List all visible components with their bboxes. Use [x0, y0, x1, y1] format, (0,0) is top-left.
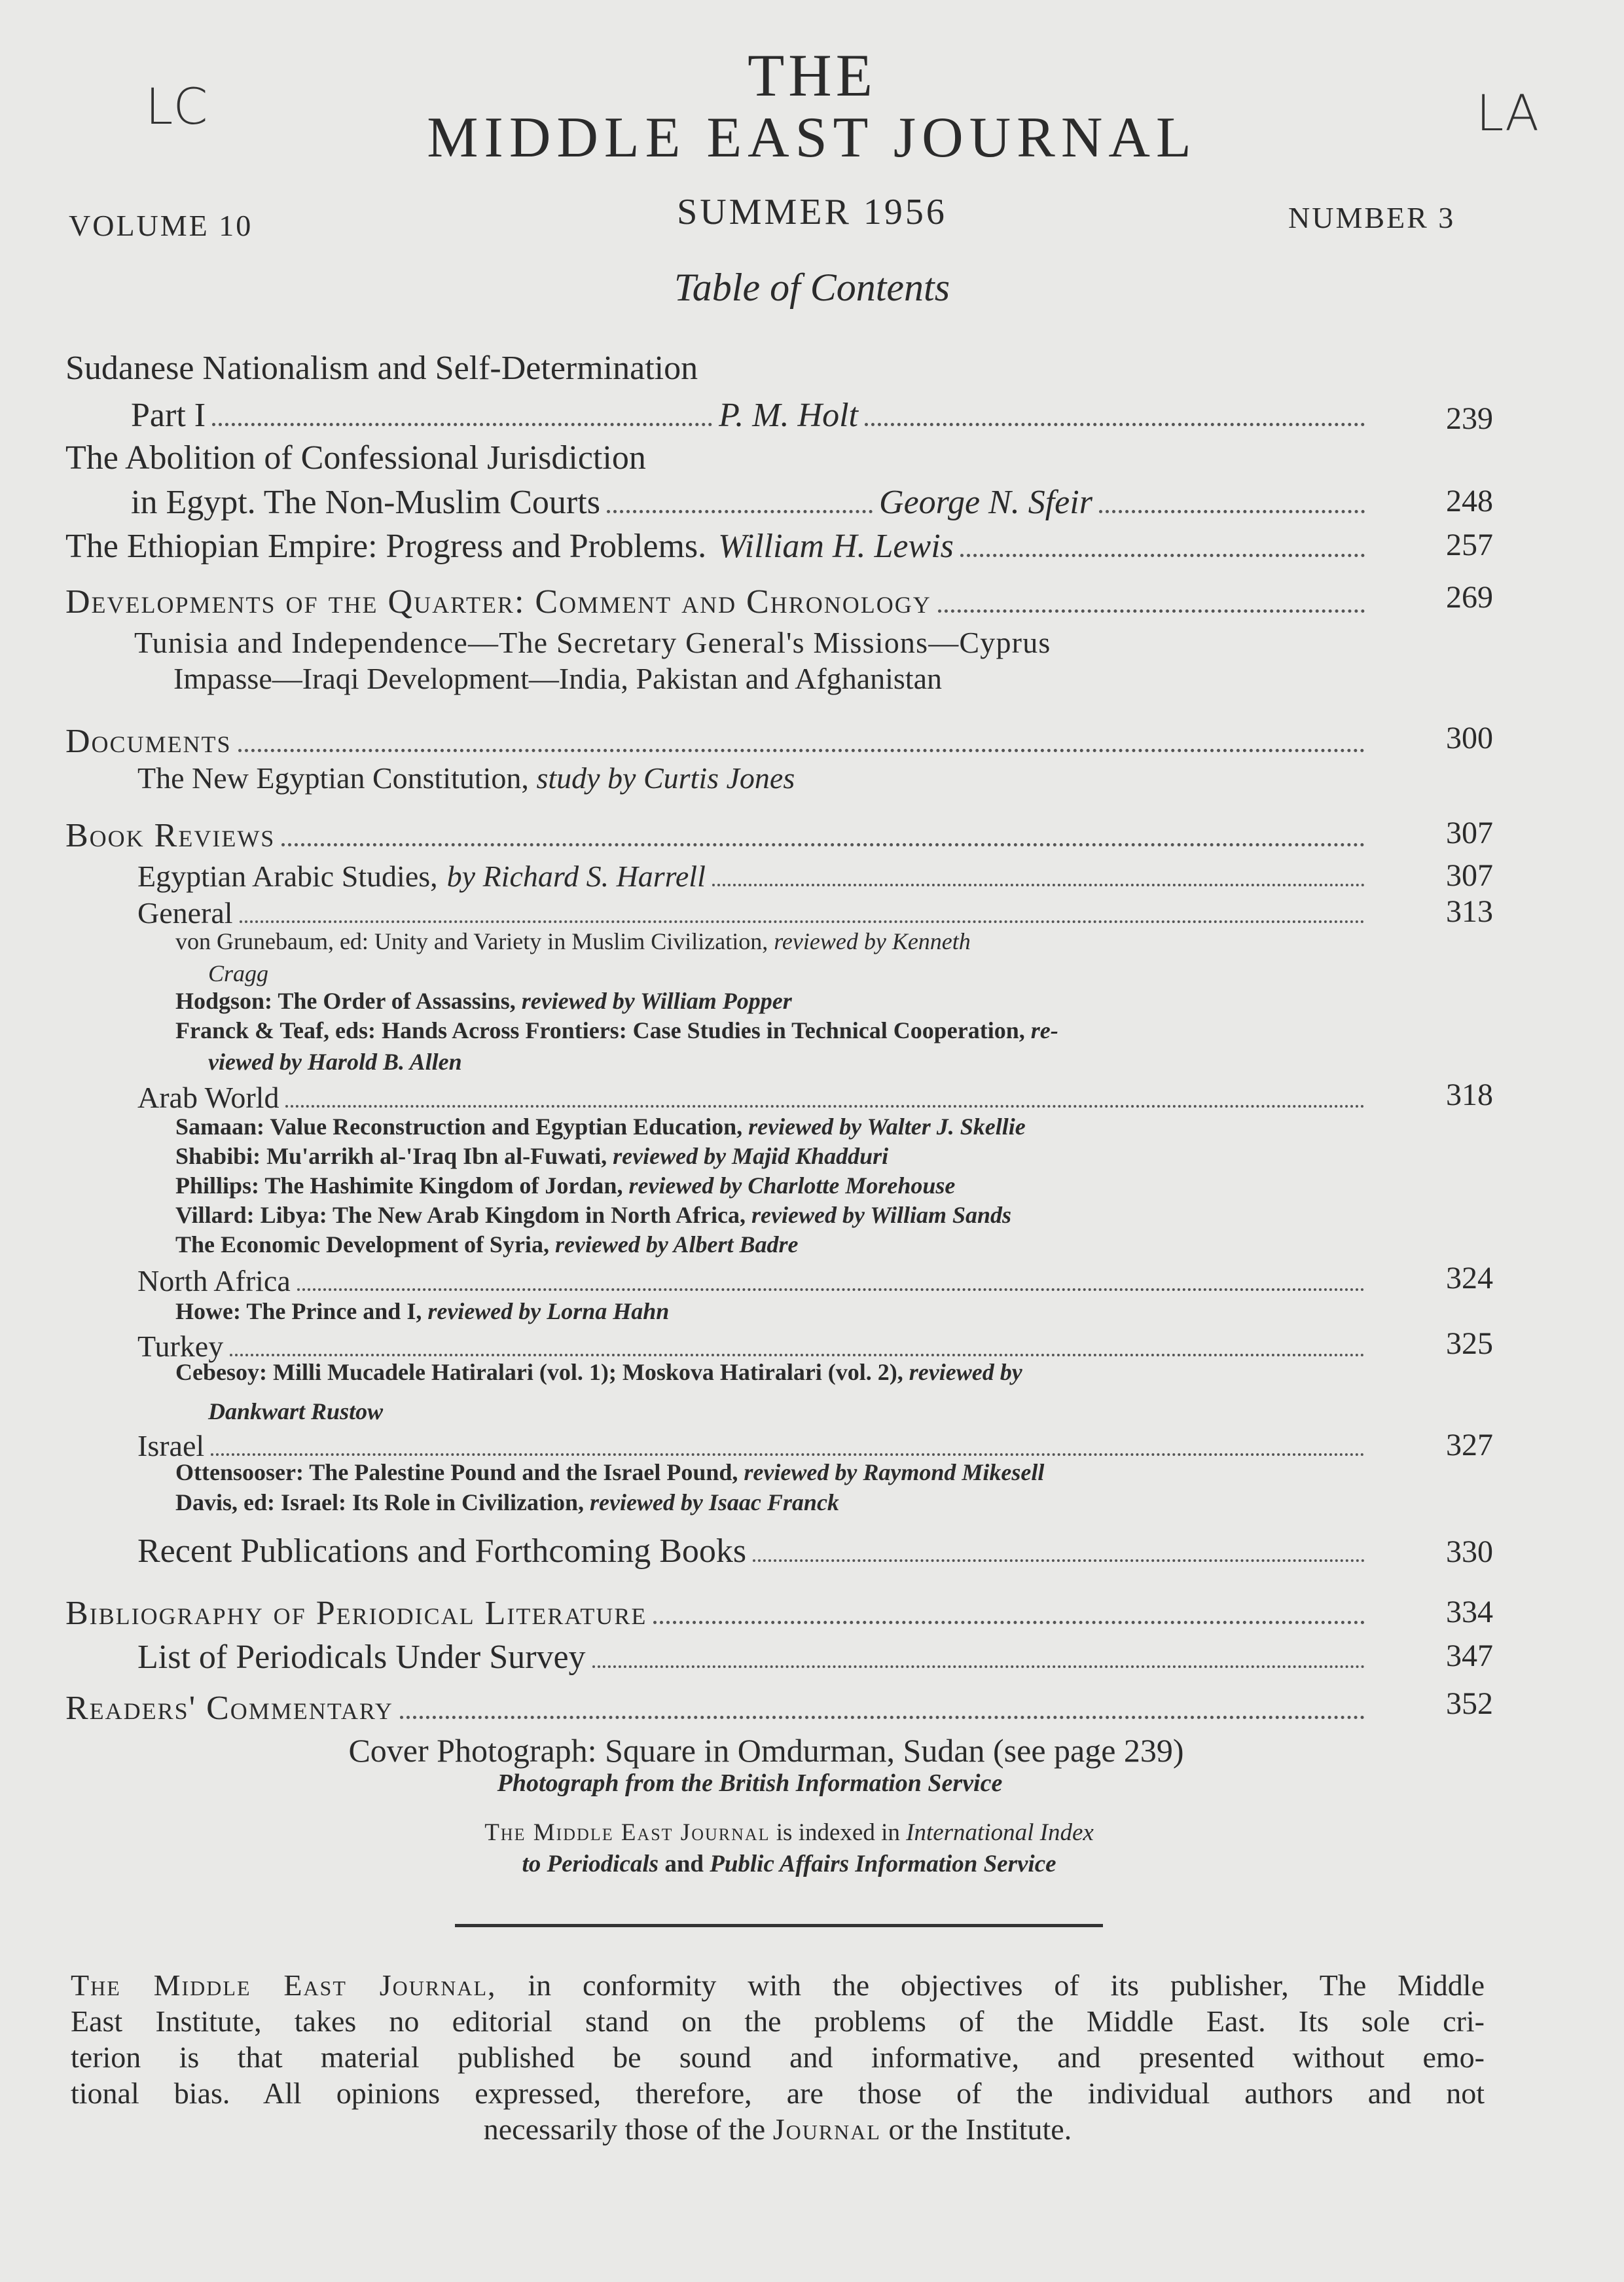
general-review-3-cont: viewed by Harold B. Allen: [208, 1049, 462, 1075]
handwritten-mark-left: LC: [145, 77, 208, 136]
feature-review-entry: [137, 859, 1371, 894]
arab-world-review-1-reviewer: reviewed by Walter J. Skellie: [748, 1114, 1026, 1140]
contents-heading: Table of Contents: [674, 266, 950, 309]
documents-entry: [65, 722, 1371, 761]
arab-world-review-2-reviewer: reviewed by Majid Khadduri: [613, 1143, 889, 1169]
cover-photo-credit: Photograph from the British Information Service: [497, 1769, 1003, 1797]
dot-leader: [865, 423, 1365, 426]
masthead-the: THE: [748, 42, 876, 109]
turkey-review-1-reviewer: reviewed by: [909, 1359, 1022, 1385]
feature-review-title: Egyptian Arabic Studies,: [137, 860, 438, 893]
israel-review-1: [175, 1458, 1044, 1486]
book-reviews-heading: Book Reviews: [65, 817, 276, 854]
turkey-review-1-cont: Dankwart Rustow: [208, 1398, 384, 1424]
bibliography-page: 334: [1446, 1595, 1493, 1629]
dot-leader: [212, 423, 712, 426]
turkey-page: 325: [1446, 1326, 1493, 1361]
dot-leader: [592, 1665, 1365, 1668]
bibliography-entry: [65, 1594, 1371, 1633]
dot-leader: [653, 1621, 1365, 1624]
volume-label: VOLUME 10: [69, 209, 253, 242]
developments-topics-1: Tunisia and Independence—The Secretary General's Missions—Cyprus: [134, 626, 1051, 659]
north-africa-page: 324: [1446, 1261, 1493, 1295]
dot-leader: [1099, 510, 1365, 513]
article-1-author: P. M. Holt: [719, 397, 858, 434]
dot-leader: [400, 1716, 1365, 1719]
index-note-line-2: [0, 1850, 1601, 1878]
article-3-entry: [65, 527, 1371, 566]
general-label: General: [137, 896, 233, 930]
general-review-2-book: Hodgson: The Order of Assassins,: [175, 988, 516, 1014]
policy-line-1: [71, 1967, 1485, 2003]
arab-world-review-2-book: Shabibi: Mu'arrikh al-'Iraq Ibn al-Fuwati,: [175, 1143, 607, 1169]
article-1-page: 239: [1446, 401, 1493, 436]
arab-world-review-5: [175, 1231, 799, 1258]
dot-leader: [712, 884, 1365, 886]
recent-publications-page: 330: [1446, 1534, 1493, 1569]
general-review-3-reviewer: re-: [1030, 1017, 1058, 1043]
index-note-journal: The Middle East Journal: [484, 1819, 770, 1846]
commentary-page: 352: [1446, 1686, 1493, 1721]
documents-heading: Documents: [65, 723, 232, 760]
israel-review-1-book: Ottensooser: The Palestine Pound and the Israel Pound,: [175, 1459, 738, 1485]
general-review-3: [175, 1017, 1058, 1044]
general-review-1-reviewer: reviewed by Kenneth: [774, 928, 971, 954]
number-label: NUMBER 3: [1288, 201, 1456, 234]
issue-label: SUMMER 1956: [677, 192, 947, 232]
israel-review-2-reviewer: reviewed by Isaac Franck: [589, 1489, 839, 1515]
documents-item-credit: study by Curtis Jones: [536, 761, 795, 795]
index-note-line-1: [0, 1819, 1601, 1847]
general-review-1: [175, 928, 971, 955]
turkey-review-1: [175, 1358, 1022, 1386]
article-2-title: The Abolition of Confessional Jurisdiction: [65, 439, 646, 477]
general-review-2: [175, 987, 792, 1015]
arab-world-review-3: [175, 1172, 955, 1199]
book-reviews-entry: [65, 816, 1371, 855]
dot-leader: [753, 1559, 1365, 1562]
developments-heading: Developments of the Quarter: Comment and Chronology: [65, 583, 931, 621]
journal-title: MIDDLE EAST JOURNAL: [427, 106, 1197, 170]
north-africa-review-1-reviewer: reviewed by Lorna Hahn: [427, 1298, 670, 1324]
index-note-index-1: International Index: [906, 1819, 1094, 1846]
dot-leader: [211, 1453, 1365, 1456]
index-note-index-3: Public Affairs Information Service: [710, 1851, 1056, 1877]
general-page: 313: [1446, 894, 1493, 929]
periodicals-list-entry: [137, 1638, 1371, 1676]
arab-world-page: 318: [1446, 1078, 1493, 1112]
commentary-heading: Readers' Commentary: [65, 1690, 393, 1727]
article-3-page: 257: [1446, 528, 1493, 562]
feature-review-page: 307: [1446, 858, 1493, 893]
dot-leader: [240, 920, 1365, 923]
arab-world-review-4: [175, 1201, 1011, 1229]
article-3-author: William H. Lewis: [718, 528, 954, 565]
documents-item: [137, 761, 795, 795]
arab-world-review-4-reviewer: reviewed by William Sands: [751, 1202, 1012, 1228]
documents-item-title: The New Egyptian Constitution,: [137, 761, 529, 795]
dot-leader: [607, 510, 873, 513]
index-note-text-2: and: [664, 1851, 704, 1877]
article-3-title: The Ethiopian Empire: Progress and Problems.: [65, 528, 707, 565]
turkey-label: Turkey: [137, 1330, 224, 1363]
arab-world-label: Arab World: [137, 1081, 280, 1114]
israel-label: Israel: [137, 1429, 205, 1462]
arab-world-review-1: [175, 1113, 1026, 1140]
article-2-page: 248: [1446, 484, 1493, 518]
arab-world-review-2: [175, 1142, 888, 1170]
commentary-entry: [65, 1689, 1371, 1728]
arab-world-review-5-book: The Economic Development of Syria,: [175, 1231, 549, 1258]
policy-line-4: tional bias. All opinions expressed, therefore, are those of the individual authors and not: [71, 2076, 1485, 2110]
arab-world-entry: [137, 1080, 1371, 1115]
dot-leader: [960, 554, 1365, 557]
north-africa-review-1-book: Howe: The Prince and I,: [175, 1298, 422, 1324]
documents-page: 300: [1446, 721, 1493, 755]
arab-world-review-3-book: Phillips: The Hashimite Kingdom of Jordan,: [175, 1172, 623, 1199]
arab-world-review-1-book: Samaan: Value Reconstruction and Egyptian Education,: [175, 1114, 743, 1140]
general-review-3-book: Franck & Teaf, eds: Hands Across Frontiers: Case Studies in Technical Cooperation,: [175, 1017, 1025, 1043]
general-review-1-cont: Cragg: [208, 960, 269, 987]
policy-journal-short: Journal: [772, 2112, 881, 2146]
north-africa-review-1: [175, 1297, 669, 1325]
dot-leader: [238, 749, 1365, 752]
index-note-index-2: to Periodicals: [522, 1851, 659, 1877]
policy-line-5: [71, 2111, 1485, 2147]
policy-journal-name: The Middle East Journal,: [71, 1968, 497, 2002]
article-2-subtitle: in Egypt. The Non-Muslim Courts: [131, 484, 600, 521]
recent-publications-entry: [137, 1532, 1371, 1570]
policy-text-1: in conformity with the objectives of its publisher, The Middle: [528, 1968, 1485, 2002]
editorial-policy: [71, 1967, 1485, 2147]
arab-world-review-5-reviewer: reviewed by Albert Badre: [554, 1231, 799, 1258]
article-2-entry: [131, 483, 1371, 522]
general-entry: [137, 896, 1371, 930]
developments-topics-2: Impasse—Iraqi Development—India, Pakistan and Afghanistan: [173, 662, 942, 695]
dot-leader: [230, 1354, 1365, 1356]
dot-leader: [938, 609, 1365, 613]
north-africa-entry: [137, 1263, 1371, 1298]
cover-photo-caption: Cover Photograph: Square in Omdurman, Sudan (see page 239): [348, 1732, 1184, 1769]
policy-line-3: terion is that material published be sound and informative, and presented without emo-: [71, 2040, 1485, 2074]
developments-entry: [65, 583, 1371, 621]
policy-text-5a: necessarily those of the: [483, 2112, 766, 2146]
arab-world-review-4-book: Villard: Libya: The New Arab Kingdom in North Africa,: [175, 1202, 746, 1228]
handwritten-mark-right: LA: [1476, 84, 1540, 142]
periodicals-list-page: 347: [1446, 1639, 1493, 1673]
israel-review-2-book: Davis, ed: Israel: Its Role in Civilization,: [175, 1489, 584, 1515]
recent-publications-label: Recent Publications and Forthcoming Books: [137, 1532, 747, 1570]
dot-leader: [281, 843, 1365, 846]
article-1-entry: [131, 396, 1371, 435]
israel-review-1-reviewer: reviewed by Raymond Mikesell: [744, 1459, 1045, 1485]
general-review-2-reviewer: reviewed by William Popper: [521, 988, 792, 1014]
bibliography-heading: Bibliography of Periodical Literature: [65, 1595, 647, 1632]
north-africa-label: North Africa: [137, 1264, 291, 1297]
arab-world-review-3-reviewer: reviewed by Charlotte Morehouse: [628, 1172, 956, 1199]
policy-line-2: East Institute, takes no editorial stand on the problems of the Middle East. Its sole cri-: [71, 2004, 1485, 2038]
dot-leader: [297, 1288, 1365, 1291]
general-review-1-book: von Grunebaum, ed: Unity and Variety in Muslim Civilization,: [175, 928, 768, 954]
section-divider: [455, 1924, 1103, 1927]
article-2-author: George N. Sfeir: [879, 484, 1092, 521]
israel-review-2: [175, 1489, 839, 1516]
developments-page: 269: [1446, 580, 1493, 615]
feature-review-author: by Richard S. Harrell: [446, 860, 706, 893]
book-reviews-page: 307: [1446, 816, 1493, 850]
article-1-subtitle: Part I: [131, 397, 206, 434]
dot-leader: [285, 1105, 1365, 1108]
israel-page: 327: [1446, 1428, 1493, 1462]
periodicals-list-label: List of Periodicals Under Survey: [137, 1639, 586, 1676]
article-1-title: Sudanese Nationalism and Self-Determination: [65, 350, 698, 387]
turkey-review-1-book: Cebesoy: Milli Mucadele Hatiralari (vol. 1); Moskova Hatiralari (vol. 2),: [175, 1359, 903, 1385]
policy-text-5c: or the Institute.: [888, 2112, 1072, 2146]
index-note-text-1: is indexed in: [776, 1819, 900, 1846]
